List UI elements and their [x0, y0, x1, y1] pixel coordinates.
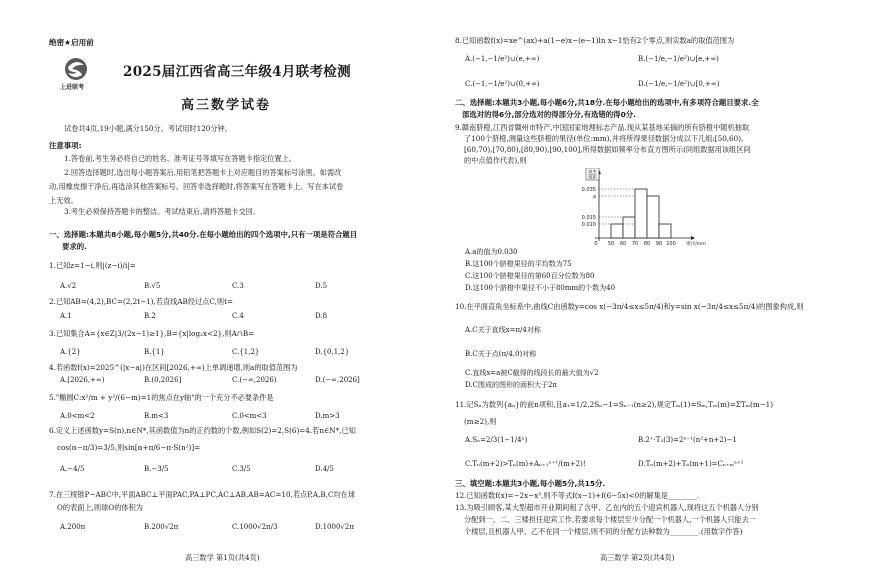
option-a: A.C关于直线x=π/4对称 [465, 326, 541, 334]
histogram-bar [635, 189, 647, 238]
option-b: B.200√2π [144, 523, 179, 531]
option-a: A.[2026,+∞) [60, 376, 105, 384]
option-b: B.2⁺·T₃(3)=2ⁿ⁻¹(n²+n+2)−1 [638, 436, 737, 444]
option-b: B.这100个脐橙果径的平均数为75 [465, 260, 572, 268]
question-stem: 分配到一、二、三楼担任迎宾工作,若要求每个楼层至少分配一个机器人,一个机器人只能去一 [464, 515, 757, 524]
note-line: 2.回答选择题时,选出每小题答案后,用铅笔把答题卡上对应题目的答案标号涂黑。如需改 [64, 168, 342, 177]
option-c: C.0<m<3 [232, 412, 267, 420]
option-d: D.5 [315, 282, 328, 290]
question-stem: 11.记Sₙ为数列{aₙ}的前n项和,且a₁=1/2,2Sₙ−1=Sₙ₋₁(n≥2),规定Tₘ(1)=Sₘ,Tₘ(m)=ΣTₘ(m−1) [455, 400, 774, 409]
question-stem: 了100个脐橙,测量这些脐橙的果径(单位:mm),并将所得果径数据分成以下几组:[50,60), [464, 134, 744, 143]
x-tick-label: 50 [607, 241, 615, 246]
secret-label: 绝密★启用前 [49, 38, 94, 47]
x-tick-label: 0 [594, 241, 598, 246]
option-a: A.1 [60, 312, 72, 320]
question-stem: 7.在三棱锥P−ABC中,平面ABC⊥平面PAC,PA⊥PC,AC⊥AB,AB=AC=10,若点P,A,B,C均在球 [49, 490, 356, 499]
option-b: B.{1} [144, 348, 165, 356]
option-c: C.1000√2π/3 [232, 523, 278, 531]
x-axis-label: 果径/mm [686, 242, 706, 246]
x-tick-label: 100 [666, 241, 676, 246]
notes-title: 注意事项: [49, 141, 82, 150]
y-axis-label: 频率 [588, 169, 597, 174]
question-stem: 13.为吸引顾客,某大型超市开业期间租了含甲、乙在内的五个迎宾机器人,现将这五个机器人分别 [455, 503, 759, 512]
note-line: 1.答卷前,考生务必将自己的姓名、准考证号等填写在答题卡指定位置上。 [64, 154, 296, 163]
frequency-histogram [565, 168, 725, 246]
x-tick-label: 60 [619, 241, 627, 246]
option-c: C.Tₙ(m+2)>Tₙ(m)+Aₙ₊₁ⁿ⁺¹/(m+2)! [465, 460, 586, 468]
option-a: A.√2 [60, 282, 77, 290]
histogram-bar [611, 224, 623, 238]
question-stem: 9.赣南脐橙,江西省赣州市特产,中国国家地理标志产品.现从某基地采摘的所有脐橙中随机抽取 [455, 123, 750, 132]
option-d: D.这100个脐橙中果径不小于80mm的个数为40 [465, 284, 616, 292]
option-d: D.m>3 [315, 412, 340, 420]
option-a: A.−4/5 [60, 465, 85, 473]
question-stem: 2.已知AB=(4,2),BC=(2,2t−1),若直线AB经过点C,则t= [49, 297, 234, 306]
option-c: C.3/5 [232, 465, 251, 473]
option-b: B.(0,2026] [144, 376, 182, 384]
question-stem: [60,70),[70,80),[80,90),[90,100],所得数据如频率分布直方图所示(同组数据用该组区间 [464, 145, 751, 154]
option-b: B.m<3 [144, 412, 169, 420]
page-footer: 高三数学 第1页(共4页) [185, 553, 260, 562]
question-stem: 个楼层,且机器人甲、乙不在同一个楼层,则不同的分配方法种数为________.(用数字作答) [464, 527, 743, 536]
x-tick-label: 80 [643, 241, 651, 246]
x-axis-arrow [691, 236, 695, 240]
x-tick-label: 70 [631, 241, 639, 246]
question-stem: 4.若函数f(x)=2025^(|x−a|)在区间[2026,+∞)上单调递增,则a的取值范围为 [49, 363, 298, 372]
option-d: D.1000√2π [315, 523, 354, 531]
question-stem: cos(α−π/3)=3/5,则sin[α+π/6−π·S(n²)]= [57, 443, 201, 452]
section-heading: 三、填空题:本题共3小题,每小题5分,共15分. [455, 479, 606, 488]
option-c: C.(−∞,2026) [232, 376, 277, 384]
option-a: A.0<m<2 [60, 412, 95, 420]
question-stem: 5."椭圆C:x²/m + y²/(6−m)=1的焦点在y轴"的一个充分不必要条件是 [49, 393, 274, 402]
exam-intro: 试卷共4页,19小题,满分150分。考试用时120分钟。 [64, 124, 232, 133]
option-c: C.4 [232, 312, 244, 320]
option-c: C.(−1,−1/e²)∪(0,+∞) [465, 80, 540, 88]
page-footer: 高三数学 第2页(共4页) [600, 553, 675, 562]
y-tick-label: 0.035 [581, 187, 596, 193]
note-line: 动,用橡皮擦干净后,再选涂其他答案标号。回答非选择题时,将答案写在答题卡上。写在本试卷 [49, 182, 344, 191]
option-a: A.(−1,−1/e²)∪(e,+∞) [465, 55, 540, 63]
option-a: A.{2} [60, 348, 81, 356]
option-c: C.直线x=a被C截得的线段长的最大值为√2 [465, 369, 599, 377]
option-a: A.Sₙ=2/3(1−1/4ⁿ) [465, 436, 528, 444]
histogram-bar [623, 217, 635, 238]
option-d: D.(−1/e,−1/e²)∪[0,+∞) [638, 80, 720, 88]
question-stem: O的表面上,则球O的体积为 [57, 503, 143, 512]
y-tick-label: 0.010 [581, 222, 596, 228]
option-c: C.这100个脐橙果径的第60百分位数为80 [465, 272, 595, 280]
option-a: A.200π [60, 523, 86, 531]
y-tick-label: 0.015 [581, 215, 596, 221]
y-axis-label: 组距 [588, 174, 597, 180]
question-stem: (m≥2),则 [464, 417, 497, 426]
option-d: D.Tₙ(m+2)+Tₙ(m+1)=Cₙ₊ₘⁿ⁺¹ [638, 460, 744, 468]
option-d: D.C围成的图形的面积大于2π [465, 381, 557, 389]
option-c: C.3 [232, 282, 244, 290]
option-c: C.{1,2} [232, 348, 260, 356]
y-tick-label: a [592, 194, 596, 200]
exam-title: 2025届江西省高三年级4月联考检测 [123, 64, 351, 80]
question-stem: 6.定义上述函数y=S(n),n∈N*,其函数值为n的正约数的个数,例如S(2)=2,S(6)=4.若n∈N*,已知 [49, 426, 356, 435]
section-heading: 一、选择题:本题共8小题,每小题5分,共40分.在每小题给出的四个选项中,只有一项是符合题目 [49, 230, 358, 239]
section-heading: 要求的. [62, 242, 87, 251]
note-line: 上无效。 [49, 196, 78, 205]
option-a: A.a的值为0.030 [465, 248, 518, 256]
option-b: B.2 [144, 312, 156, 320]
section-heading: 部选对的得6分,部分选对的得部分分,有选错的得0分. [462, 110, 636, 119]
logo-text: 上进联考 [60, 84, 85, 91]
question-stem: 12.已知函数f(x)=−2x−x³,则不等式f(x−1)+f(6−5x)<0的解集是________. [455, 491, 699, 500]
option-d: D.(−∞,2026] [315, 376, 360, 384]
option-d: D.8 [315, 312, 328, 320]
option-b: B.C关于点(π/4,0)对称 [465, 350, 537, 358]
option-b: B.√5 [144, 282, 161, 290]
x-tick-label: 90 [655, 241, 663, 246]
question-stem: 3.已知集合A={x∈Z|3/(2x−1)≥1},B={x|log₂x<2},则A∩B= [49, 329, 255, 338]
histogram-bar [659, 224, 671, 238]
option-d: D.4/5 [315, 465, 334, 473]
note-line: 3.考生必须保持答题卡的整洁。考试结束后,请将答题卡交回。 [64, 207, 261, 216]
section-heading: 二、选择题:本题共3小题,每小题6分,共18分.在每小题给出的选项中,有多项符合题目要求.全 [455, 98, 759, 107]
histogram-bar [647, 196, 659, 238]
question-stem: 8.已知函数f(x)=xe^(ax)+a(1−e)x−(e−1)ln x−1恰有2个零点,则实数a的取值范围为 [455, 36, 735, 45]
question-stem: 10.在平面直角坐标系中,曲线C由函数y=cos x(−3π/4≤x≤5π/4)和y=sin x(−3π/4≤x≤5π/4)的图象构成,则 [455, 302, 804, 311]
paper-title: 高三数学试卷 [181, 98, 272, 113]
option-b: B.(−1/e,−1/e²)∪[e,+∞) [638, 55, 719, 63]
option-d: D.{0,1,2} [315, 348, 350, 356]
option-b: B.−3/5 [144, 465, 169, 473]
question-stem: 1.已知z=1−i,则|(z−i)/i|= [49, 261, 136, 270]
question-stem: 的中点值作代表),则 [464, 156, 527, 165]
